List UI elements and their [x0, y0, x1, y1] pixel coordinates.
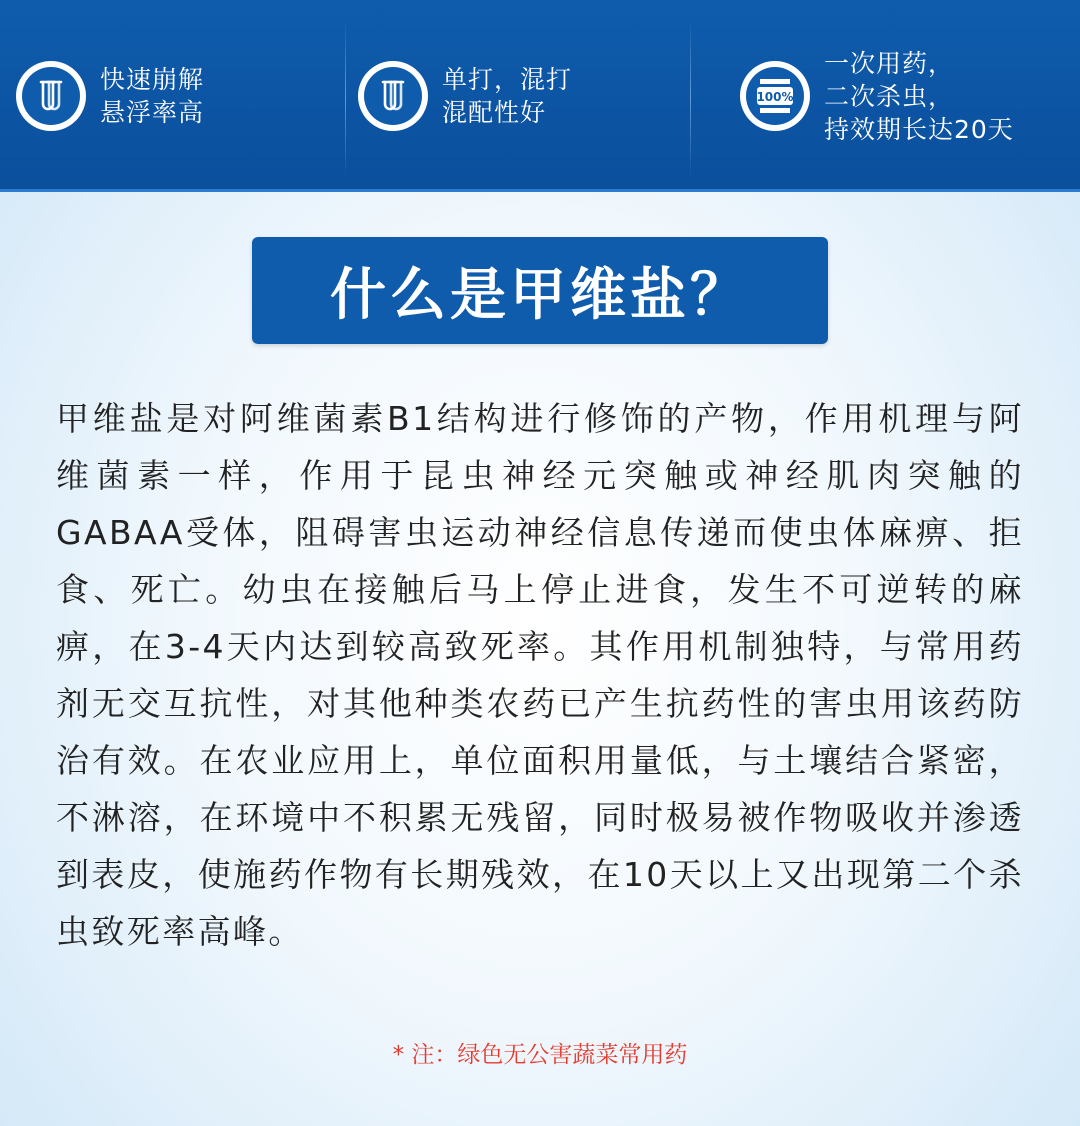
footnote: * 注：绿色无公害蔬菜常用药: [392, 1042, 688, 1068]
feature-text: [824, 47, 1014, 146]
title-box: [252, 237, 828, 344]
feature-line: 悬浮率高: [100, 98, 205, 127]
test-tubes-icon: [358, 61, 428, 131]
feature-line: 一次用药，: [824, 48, 955, 78]
feature-text: [100, 63, 204, 129]
badge-text: 100%: [756, 90, 794, 104]
feature-line: 持效期长达20天: [824, 114, 1014, 144]
feature-line: 二次杀虫，: [824, 81, 955, 111]
page-title: 什么是甲维盐？: [330, 262, 750, 328]
feature-fast-disintegration: [16, 0, 344, 192]
feature-line: 混配性好: [442, 98, 547, 127]
feature-mixing: [358, 0, 688, 192]
divider: [345, 18, 346, 178]
feature-line: 单打，混打: [442, 65, 573, 94]
feature-text: [442, 63, 572, 129]
divider: [690, 18, 691, 178]
feature-banner: [0, 0, 1080, 192]
feature-line: 快速崩解: [100, 65, 205, 94]
test-tubes-icon: [16, 61, 86, 131]
feature-long-lasting: [740, 0, 1070, 192]
description-paragraph: 甲维盐是对阿维菌素B1结构进行修饰的产物，作用机理与阿维菌素一样，作用于昆虫神经元突触或神经肌肉突触的GABAA受体，阻碍害虫运动神经信息传递而使虫体麻痹、拒食、死亡。幼虫在接触后马上停止进食，发生不可逆转的麻痹，在3-4天内达到较高致死率。其作用机制独特，与常用药剂无交互抗性，对其他种类农药已产生抗药性的害虫用该药防治有效。在农业应用上，单位面积用量低，与土壤结合紧密，不淋溶，在环境中不积累无残留，同时极易被作物吸收并渗透到表皮，使施药作物有长期残效，在10天以上又出现第二个杀虫致死率高峰。: [56, 399, 1024, 951]
100-percent-badge-icon: [740, 61, 810, 131]
